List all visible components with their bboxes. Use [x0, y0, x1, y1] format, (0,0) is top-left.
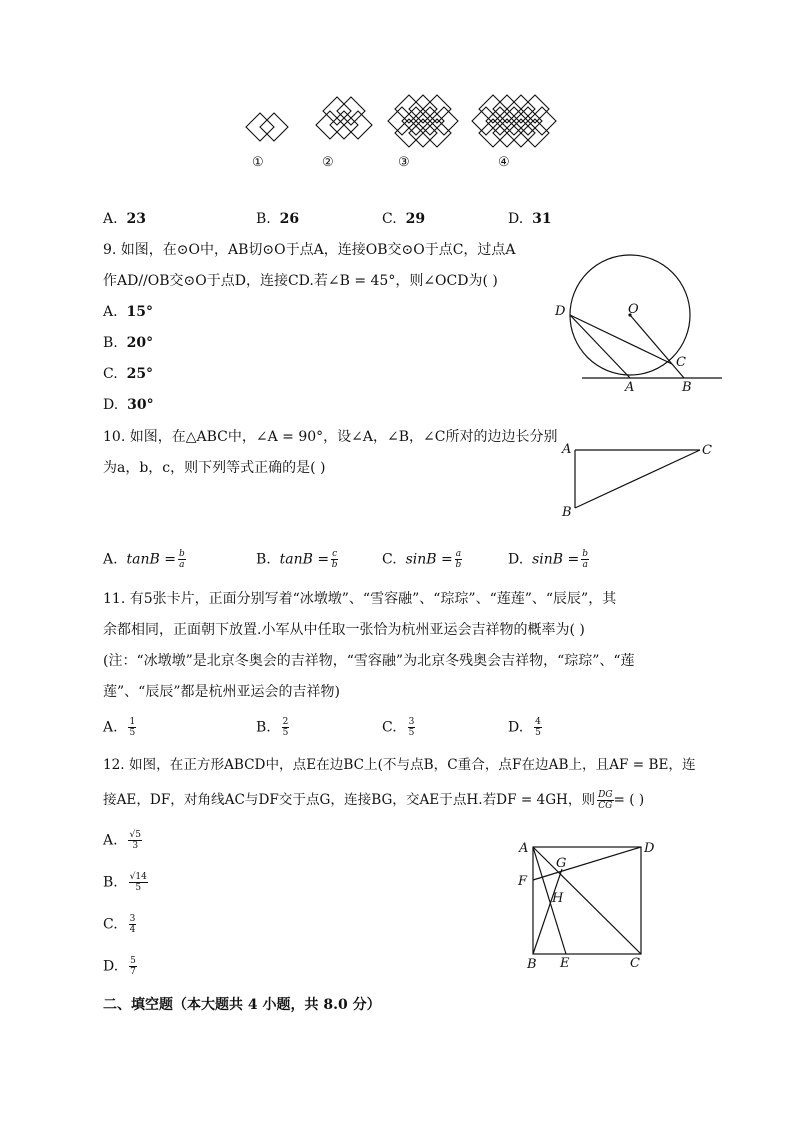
- q11-option-d[interactable]: D. $\frac{4}{5}$: [508, 717, 541, 738]
- q11-note-line2: 莲”、“辰辰”都是杭州亚运会的吉祥物): [103, 684, 340, 700]
- sq-point-f-label: F: [518, 874, 528, 889]
- q9-option-d[interactable]: D. 30°: [103, 397, 154, 413]
- point-c-label: C: [676, 355, 686, 370]
- q8-option-b[interactable]: B. 26: [256, 211, 300, 227]
- q11-stem-line2: 余都相同，正面朝下放置.小军从中任取一张恰为杭州亚运会吉祥物的概率为( ): [103, 622, 585, 638]
- q11-option-a[interactable]: A. $\frac{1}{5}$: [103, 717, 136, 738]
- q10-option-a[interactable]: A. tanB = $\frac{b}{a}$: [103, 549, 185, 570]
- sq-point-a-label: A: [519, 841, 529, 856]
- q12-option-c[interactable]: C. $\frac{3}{4}$: [103, 914, 136, 935]
- q11-note-line1: (注：“冰墩墩”是北京冬奥会的吉祥物，“雪容融”为北京冬残奥会吉祥物，“琮琮”、“莲: [103, 653, 635, 669]
- sq-point-c-label: C: [630, 956, 640, 971]
- q9-option-c[interactable]: C. 25°: [103, 366, 154, 382]
- right-triangle-figure: [558, 438, 718, 523]
- rhombus-pattern-figure: [230, 92, 570, 177]
- q8-option-d[interactable]: D. 31: [508, 211, 552, 227]
- sq-point-d-label: D: [644, 841, 655, 856]
- q11-option-c[interactable]: C. $\frac{3}{5}$: [382, 717, 415, 738]
- q11-stem-line1: 11. 有5张卡片，正面分别写着“冰墩墩”、“雪容融”、“琮琮”、“莲莲”、“辰辰”，其: [103, 591, 617, 607]
- point-o-label: O: [628, 302, 639, 317]
- q10-stem-line1: 10. 如图，在△ABC中，∠A = 90°，设∠A，∠B，∠C所对的边边长分别: [103, 429, 558, 445]
- figure-label-1: ①: [252, 155, 264, 170]
- q12-stem-line1: 12. 如图，在正方形ABCD中，点E在边BC上(不与点B，C重合，点F在边AB上，且AF = BE，连: [103, 757, 696, 773]
- q9-option-b[interactable]: B. 20°: [103, 335, 154, 351]
- square-figure: [510, 836, 660, 976]
- q9-stem-line1: 9. 如图，在⊙O中，AB切⊙O于点A，连接OB交⊙O于点C，过点A: [103, 242, 516, 258]
- q12-stem-line2: 接AE，DF，对角线AC与DF交于点G，连接BG，交AE于点H.若DF = 4GH，则 $\frac{DG}{CG}$ = ( ): [103, 790, 645, 811]
- q10-option-d[interactable]: D. sinB = $\frac{b}{a}$: [508, 549, 589, 570]
- figure-label-4: ④: [498, 155, 510, 170]
- sq-point-b-label: B: [527, 957, 537, 972]
- q10-option-b[interactable]: B. tanB = $\frac{c}{b}$: [256, 549, 338, 570]
- section-heading: 二、填空题（本大题共 4 小题，共 8.0 分）: [103, 997, 381, 1013]
- circle-tangent-figure: [548, 252, 728, 397]
- q10-stem-line2: 为a，b，c，则下列等式正确的是( ): [103, 460, 326, 476]
- q8-option-c[interactable]: C. 29: [382, 211, 426, 227]
- q12-option-a[interactable]: A. $\frac{√5}{3}$: [103, 830, 141, 851]
- sq-point-h-label: H: [552, 891, 564, 906]
- q10-option-c[interactable]: C. sinB = $\frac{a}{b}$: [382, 549, 462, 570]
- q11-option-b[interactable]: B. $\frac{2}{5}$: [256, 717, 289, 738]
- sq-point-e-label: E: [560, 956, 570, 971]
- sq-point-g-label: G: [556, 856, 567, 871]
- point-d-label: D: [555, 304, 566, 319]
- q9-option-a[interactable]: A. 15°: [103, 304, 153, 320]
- tri-point-a-label: A: [562, 442, 572, 457]
- tri-point-c-label: C: [702, 443, 712, 458]
- q9-stem-line2: 作AD//OB交⊙O于点D，连接CD.若∠B = 45°，则∠OCD为( ): [103, 273, 498, 289]
- point-b-label: B: [682, 380, 692, 395]
- figure-label-3: ③: [398, 155, 410, 170]
- tri-point-b-label: B: [562, 505, 572, 520]
- q8-option-a[interactable]: A. 23: [103, 211, 146, 227]
- q12-option-d[interactable]: D. $\frac{5}{7}$: [103, 956, 136, 977]
- q12-option-b[interactable]: B. $\frac{√14}{5}$: [103, 872, 147, 893]
- figure-label-2: ②: [322, 155, 334, 170]
- point-a-label: A: [625, 380, 635, 395]
